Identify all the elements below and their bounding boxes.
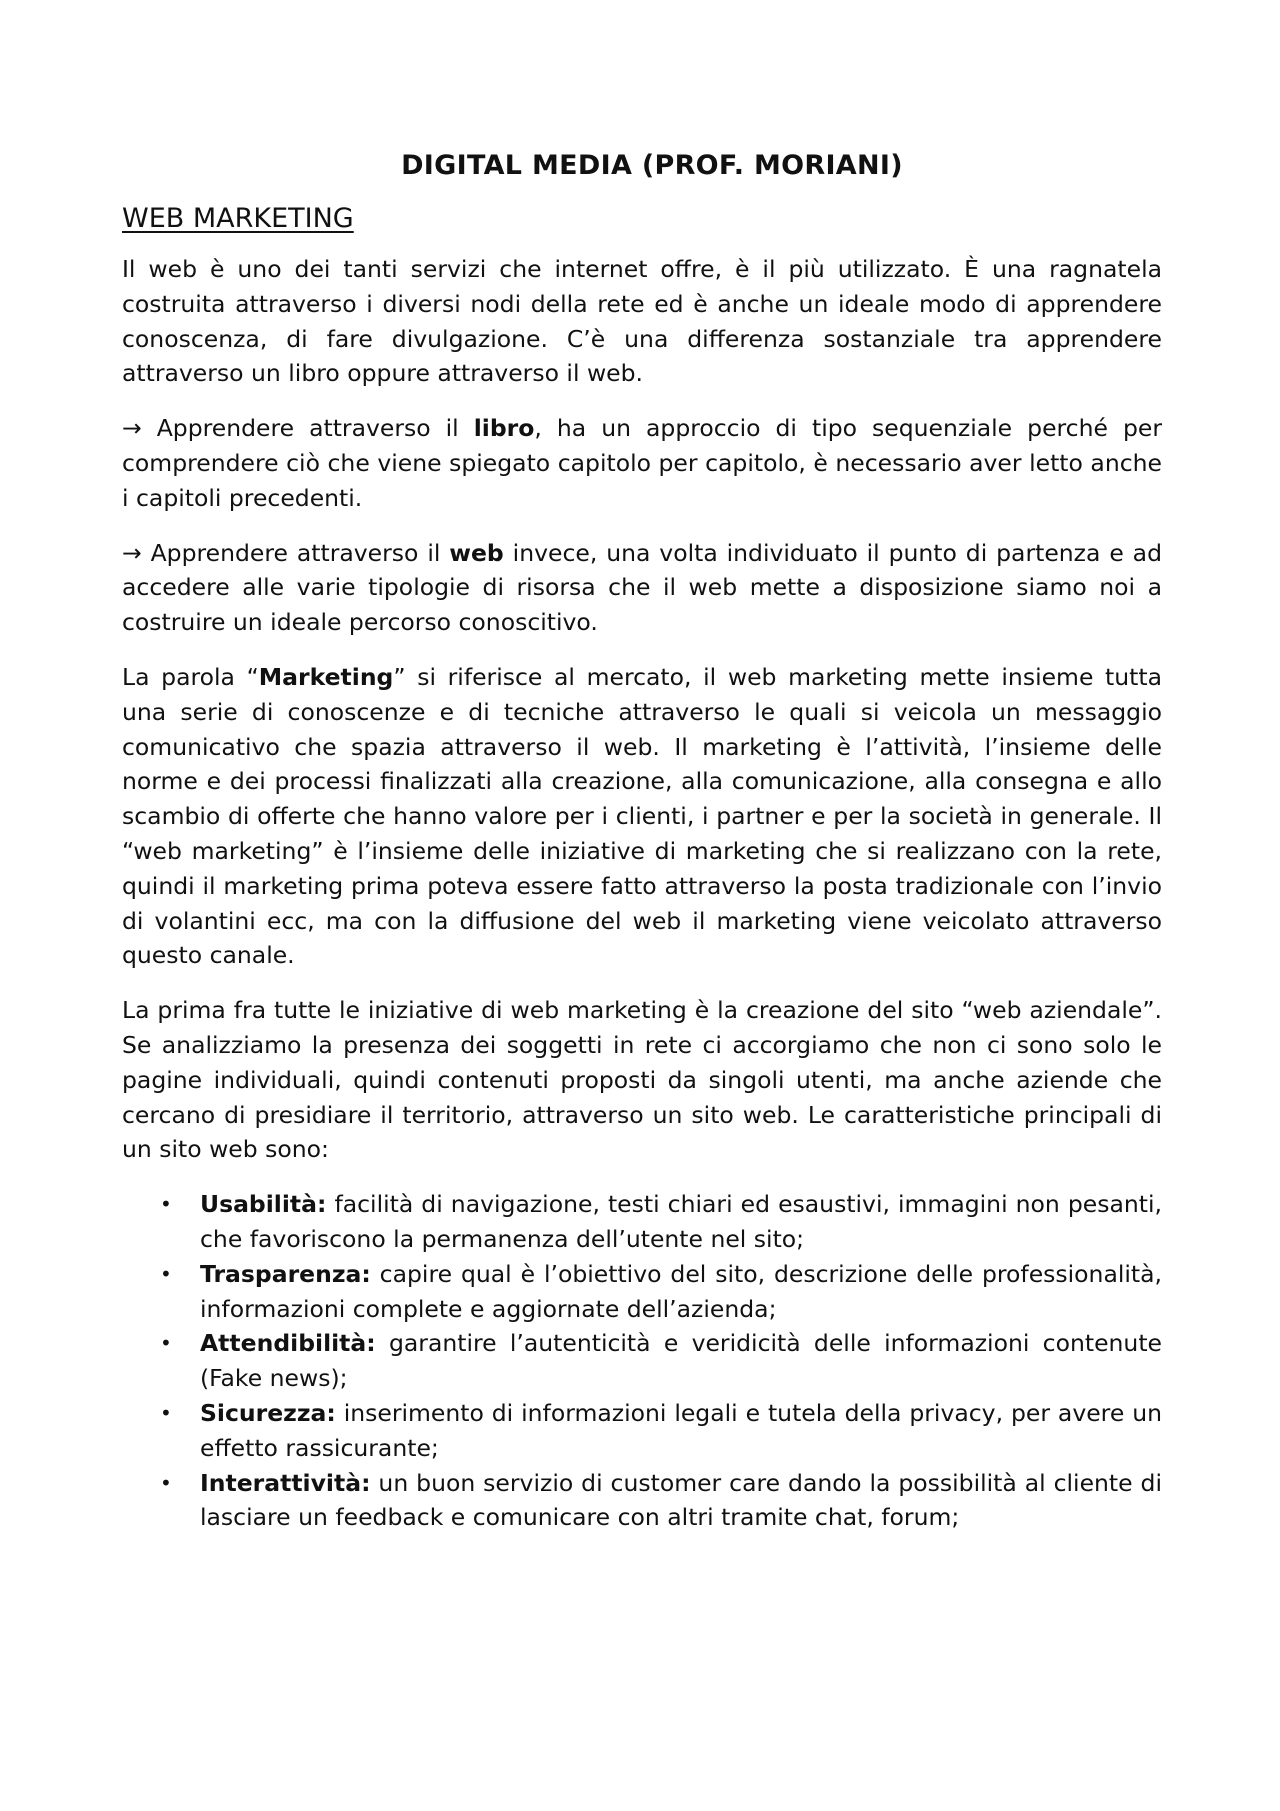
paragraph-text: Il web è uno dei tanti servizi che internet offre, è il più utilizzato. È una ragnatela costruita attraverso i diversi nodi della rete ed è anche un ideale modo di apprendere conoscenza, di fare divulgazione. C’è una differenza sostanziale tra apprendere attraverso un libro oppure attraverso il web. [122, 255, 1162, 388]
paragraph-text-post: ” si riferisce al mercato, il web marketing mette insieme tutta una serie di conoscenze e di tecniche attraverso le quali si veicola un messaggio comunicativo che spazia attraverso il web. Il marketing è l’attività, l’insieme delle norme e dei processi finalizzati alla creazione, alla comunicazione, alla consegna e allo scambio di offerte che hanno valore per i clienti, i partner e per la società in generale. Il “web marketing” è l’insieme delle iniziative di marketing che si realizzano con la rete, quindi il marketing prima poteva essere fatto attraverso la posta tradizionale con l’invio di volantini ecc, ma con la diffusione del web il marketing viene veicolato attraverso questo canale. [122, 662, 1162, 970]
bullet-icon: • [160, 1400, 172, 1425]
paragraph-text-pre: → Apprendere attraverso il [122, 414, 474, 443]
bullet-icon: • [160, 1192, 172, 1217]
list-item-text: un buon servizio di customer care dando la possibilità al cliente di lasciare un feedback e comunicare con altri tramite chat, forum; [200, 1468, 1162, 1532]
paragraph-bold-term: Marketing [258, 662, 394, 691]
list-item-term: Attendibilità: [200, 1329, 376, 1358]
paragraph-bold-term: libro [473, 414, 535, 443]
paragraph-text-post: invece, una volta individuato il punto di partenza e ad accedere alle varie tipologie di risorsa che il web mette a disposizione siamo noi a costruire un ideale percorso conoscitivo. [122, 538, 1162, 637]
list-item-term: Interattività: [200, 1468, 371, 1497]
document-title: DIGITAL MEDIA (PROF. MORIANI) [401, 150, 903, 181]
document-page [122, 150, 1162, 1535]
paragraph-web [122, 536, 1162, 640]
characteristics-list [122, 1187, 1162, 1535]
bullet-icon: • [160, 1261, 172, 1286]
section-title: WEB MARKETING [122, 203, 354, 234]
list-item-term: Usabilità: [200, 1190, 327, 1219]
paragraph-bold-term: web [449, 538, 504, 567]
paragraph-text-pre: → Apprendere attraverso il [122, 538, 450, 567]
list-item-attendibilita [122, 1326, 1162, 1396]
list-item-term: Trasparenza: [200, 1259, 371, 1288]
bullet-icon: • [160, 1331, 172, 1356]
paragraph-libro [122, 411, 1162, 515]
list-item-text: inserimento di informazioni legali e tutela della privacy, per avere un effetto rassicurante; [200, 1398, 1162, 1462]
paragraph-text-pre: La parola “ [122, 662, 259, 691]
list-item-term: Sicurezza: [200, 1398, 336, 1427]
list-item-sicurezza [122, 1396, 1162, 1466]
list-item-usabilita [122, 1187, 1162, 1257]
list-item-text: facilità di navigazione, testi chiari ed esaustivi, immagini non pesanti, che favoriscono la permanenza dell’utente nel sito; [200, 1190, 1162, 1253]
paragraph-marketing [122, 660, 1162, 973]
list-item-interattivita [122, 1466, 1162, 1536]
list-item-text: garantire l’autenticità e veridicità delle informazioni contenute (Fake news); [200, 1329, 1162, 1393]
bullet-icon: • [160, 1470, 172, 1495]
list-item-text: capire qual è l’obiettivo del sito, descrizione delle professionalità, informazioni complete e aggiornate dell’azienda; [200, 1259, 1162, 1323]
paragraph-text: La prima fra tutte le iniziative di web marketing è la creazione del sito “web aziendale”. Se analizziamo la presenza dei soggetti in rete ci accorgiamo che non ci sono solo le pagine individuali, quindi contenuti proposti da singoli utenti, ma anche aziende che cercano di presidiare il territorio, attraverso un sito web. Le caratteristiche principali di un sito web sono: [122, 996, 1162, 1164]
paragraph-text-post: , ha un approccio di tipo sequenziale perché per comprendere ciò che viene spiegato capitolo per capitolo, è necessario aver letto anche i capitoli precedenti. [122, 414, 1162, 512]
paragraph-intro [122, 252, 1162, 391]
paragraph-sito-aziendale [122, 993, 1162, 1167]
list-item-trasparenza [122, 1257, 1162, 1327]
